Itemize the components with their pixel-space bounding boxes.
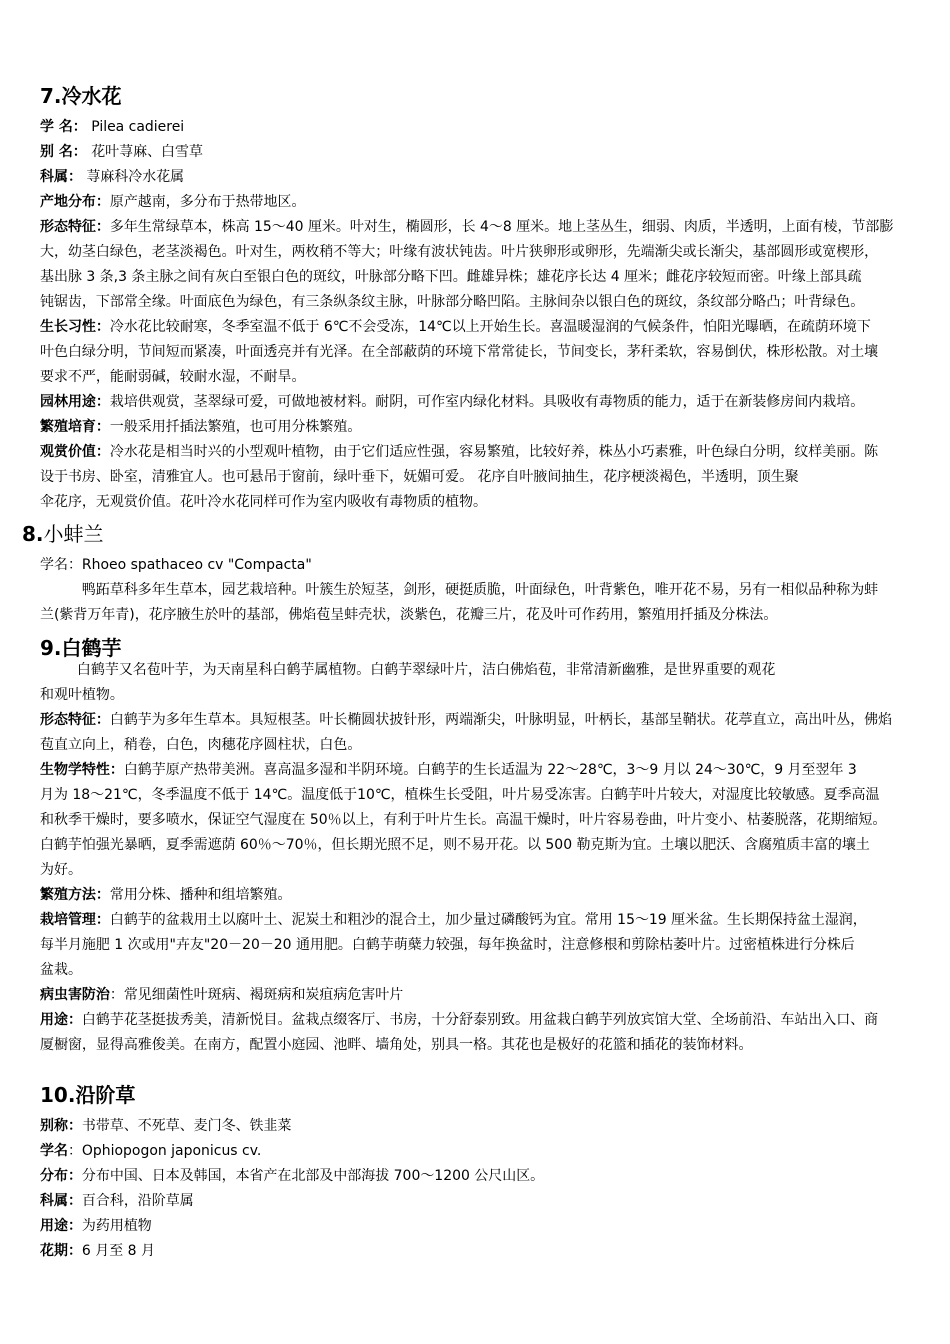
label: 花期： bbox=[40, 1243, 82, 1259]
value-line bbox=[40, 440, 948, 465]
section-7 bbox=[40, 82, 950, 110]
intro-line: 白鹤芋又名苞叶芋，为天南星科白鹤芋属植物。白鹤芋翠绿叶片，洁白佛焰苞，非常清新幽雅，是世界重要的观花 bbox=[76, 662, 776, 678]
desc-line: 兰(紫背万年青)，花序腋生於叶的基部，佛焰苞呈蚌壳状，淡紫色，花瓣三片，花及叶可作药用，繁殖用扦插及分株法。 bbox=[40, 607, 778, 623]
label: 用途： bbox=[40, 1012, 82, 1028]
morph-line: 苞直立向上，稍卷，白色，肉穗花序圆柱状，白色。 bbox=[40, 737, 362, 753]
title-number: 10. bbox=[40, 1083, 76, 1107]
morph-line bbox=[40, 708, 948, 733]
label: 病虫害防治 bbox=[40, 987, 110, 1003]
cult-line: 盆栽。 bbox=[40, 962, 82, 978]
label: 别称： bbox=[40, 1118, 82, 1134]
label: 学名： bbox=[40, 557, 82, 573]
value: 白鹤芋原产热带美洲。喜高温多湿和半阴环境。白鹤芋的生长适温为 22～28℃，3～9 月以 24～30℃，9 月至翌年 3 bbox=[123, 762, 857, 778]
use-line bbox=[40, 1008, 948, 1033]
section-10 bbox=[40, 1081, 950, 1109]
value-line: 伞花序，无观赏价值。花叶冷水花同样可作为室内吸收有毒物质的植物。 bbox=[40, 494, 488, 510]
label: 学 名： bbox=[40, 119, 87, 135]
title-number: 7. bbox=[40, 84, 62, 108]
title-text: 沿阶草 bbox=[75, 1083, 136, 1107]
title-number: 8. bbox=[22, 522, 44, 546]
family-row bbox=[40, 165, 948, 190]
bio-line: 为好。 bbox=[40, 862, 82, 878]
sci-name-row bbox=[40, 115, 948, 140]
morph-line: 钝锯齿，下部常全缘。叶面底色为绿色，有三条纵条纹主脉，叶脉部分略凹陷。主脉间杂以银白色的斑纹，条纹部分略凸；叶背绿色。 bbox=[40, 294, 865, 310]
value: 冷水花是相当时兴的小型观叶植物，由于它们适应性强，容易繁殖，比较好养，株丛小巧素雅，叶色绿白分明，纹样美丽。陈 bbox=[109, 444, 879, 460]
label: 科属： bbox=[40, 169, 82, 185]
value: Rhoeo spathaceo cv "Compacta" bbox=[81, 557, 312, 573]
prop-row bbox=[40, 883, 948, 908]
value: 花叶荨麻、白雪草 bbox=[86, 144, 203, 160]
alias-row bbox=[40, 140, 948, 165]
desc-line: 鸭跖草科多年生草本，园艺栽培种。叶簇生於短茎，剑形，硬挺质脆，叶面绿色，叶背紫色，唯开花不易，另有一相似品种称为蚌 bbox=[81, 582, 879, 598]
label: 生长习性： bbox=[40, 319, 110, 335]
dist-row bbox=[40, 1164, 948, 1189]
label: 学名 bbox=[40, 1143, 68, 1159]
title-text: 白鹤芋 bbox=[61, 636, 122, 660]
sci-name-row bbox=[40, 553, 948, 578]
section-8 bbox=[22, 520, 932, 548]
label: 生物学特性： bbox=[40, 762, 124, 778]
bio-line: 白鹤芋怕强光暴晒，夏季需遮荫 60％～70％，但长期光照不足，则不易开花。以 500 勒克斯为宜。土壤以肥沃、含腐殖质丰富的壤土 bbox=[40, 837, 870, 853]
sci-name-row bbox=[40, 1139, 948, 1164]
label: 科属： bbox=[40, 1193, 82, 1209]
label: 形态特征： bbox=[40, 219, 110, 235]
label: 观赏价值： bbox=[40, 444, 110, 460]
section-8-title bbox=[22, 520, 932, 548]
label: 分布： bbox=[40, 1168, 82, 1184]
value: 多年生常绿草本，株高 15～40 厘米。叶对生，椭圆形，长 4～8 厘米。地上茎丛生，细弱、肉质，半透明，上面有棱，节部膨 bbox=[109, 219, 894, 235]
flower-period-row bbox=[40, 1239, 948, 1264]
growth-line bbox=[40, 315, 948, 340]
family-row bbox=[40, 1189, 948, 1214]
value: 为药用植物 bbox=[81, 1218, 152, 1234]
value: 冷水花比较耐寒，冬季室温不低于 6℃不会受冻，14℃以上开始生长。喜温暖湿润的气候条件，怕阳光曝晒，在疏荫环境下 bbox=[109, 319, 871, 335]
value: 一般采用扦插法繁殖，也可用分株繁殖。 bbox=[109, 419, 362, 435]
bio-line: 月为 18～21℃，冬季温度不低于 14℃。温度低于10℃，植株生长受阻，叶片易受冻害。白鹤芋叶片较大，对湿度比较敏感。夏季高温 bbox=[40, 787, 880, 803]
label: 用途： bbox=[40, 1218, 82, 1234]
section-8-body bbox=[40, 553, 950, 628]
morph-line: 大，幼茎白绿色，老茎淡褐色。叶对生，两枚稍不等大；叶缘有波状钝齿。叶片狭卵形或卵形，先端渐尖或长渐尖，基部圆形或宽楔形， bbox=[40, 244, 879, 260]
value: 荨麻科冷水花属 bbox=[81, 169, 185, 185]
section-10-title bbox=[40, 1081, 950, 1109]
value: 分布中国、日本及韩国，本省产在北部及中部海拔 700～1200 公尺山区。 bbox=[81, 1168, 545, 1184]
label: 园林用途： bbox=[40, 394, 110, 410]
section-7-title bbox=[40, 82, 950, 110]
label: 栽培管理： bbox=[40, 912, 110, 928]
value: 原产越南，多分布于热带地区。 bbox=[109, 194, 306, 210]
breed-row bbox=[40, 415, 948, 440]
value: Pilea cadierei bbox=[86, 119, 185, 135]
growth-line: 叶色白绿分明，节间短而紧凑，叶面透亮并有光泽。在全部蔽荫的环境下常常徒长，节间变长，茅秆柔软，容易倒伏，株形松散。对土壤 bbox=[40, 344, 879, 360]
value: 白鹤芋花茎挺拔秀美，清新悦目。盆栽点缀客厅、书房，十分舒泰别致。用盆栽白鹤芋列放宾馆大堂、全场前沿、车站出入口、商 bbox=[81, 1012, 879, 1028]
section-7-body bbox=[40, 115, 950, 515]
pest-row bbox=[40, 983, 948, 1008]
value: ：Ophiopogon japonicus cv. bbox=[67, 1143, 262, 1159]
value: 常用分株、播种和组培繁殖。 bbox=[109, 887, 292, 903]
value-line: 设于书房、卧室，清雅宜人。也可悬吊于窗前，绿叶垂下，妩媚可爱。 花序自叶腋间抽生，花序梗淡褐色，半透明，顶生聚 bbox=[40, 469, 799, 485]
label: 形态特征： bbox=[40, 712, 110, 728]
garden-row bbox=[40, 390, 948, 415]
value: 白鹤芋的盆栽用土以腐叶土、泥炭土和粗沙的混合土，加少量过磷酸钙为宜。常用 15～19 厘米盆。生长期保持盆土湿润， bbox=[109, 912, 867, 928]
morph-line bbox=[40, 215, 948, 240]
bio-line bbox=[40, 758, 948, 783]
section-9-body bbox=[40, 658, 950, 1058]
growth-line: 要求不严，能耐弱碱，较耐水湿，不耐旱。 bbox=[40, 369, 306, 385]
value: 栽培供观赏，茎翠绿可爱，可做地被材料。耐阴，可作室内绿化材料。具吸收有毒物质的能力，适于在新装修房间内栽培。 bbox=[109, 394, 865, 410]
label: 别 名： bbox=[40, 144, 87, 160]
intro-line: 和观叶植物。 bbox=[40, 687, 124, 703]
label: 繁殖方法： bbox=[40, 887, 110, 903]
section-10-body bbox=[40, 1114, 950, 1264]
label: 产地分布： bbox=[40, 194, 110, 210]
morph-line: 基出脉 3 条,3 条主脉之间有灰白至银白色的斑纹，叶脉部分略下凹。雌雄异株；雄花序长达 4 厘米；雌花序较短而密。叶缘上部具疏 bbox=[40, 269, 862, 285]
title-text: 冷水花 bbox=[61, 84, 122, 108]
origin-row bbox=[40, 190, 948, 215]
value: 6 月至 8 月 bbox=[81, 1243, 155, 1259]
value: 白鹤芋为多年生草本。具短根茎。叶长椭圆状披针形，两端渐尖，叶脉明显，叶柄长，基部呈鞘状。花葶直立，高出叶丛，佛焰 bbox=[109, 712, 893, 728]
title-text: 小蚌兰 bbox=[43, 522, 104, 546]
cult-line: 每半月施肥 1 次或用"卉友"20－20－20 通用肥。白鹤芋萌蘖力较强，每年换盆时，注意修根和剪除枯萎叶片。过密植株进行分株后 bbox=[40, 937, 855, 953]
bio-line: 和秋季干燥时，要多喷水，保证空气湿度在 50％以上，有利于叶片生长。高温干燥时，叶片容易卷曲，叶片变小、枯萎脱落，花期缩短。 bbox=[40, 812, 887, 828]
value: ：常见细菌性叶斑病、褐斑病和炭疽病危害叶片 bbox=[109, 987, 404, 1003]
value: 书带草、不死草、麦门冬、铁韭菜 bbox=[81, 1118, 292, 1134]
value: 百合科，沿阶草属 bbox=[81, 1193, 194, 1209]
alias-row bbox=[40, 1114, 948, 1139]
label: 繁殖培育： bbox=[40, 419, 110, 435]
use-row bbox=[40, 1214, 948, 1239]
title-number: 9. bbox=[40, 636, 62, 660]
cult-line bbox=[40, 908, 948, 933]
use-line: 厦橱窗，显得高雅俊美。在南方，配置小庭园、池畔、墙角处，别具一格。其花也是极好的花篮和插花的装饰材料。 bbox=[40, 1037, 753, 1053]
